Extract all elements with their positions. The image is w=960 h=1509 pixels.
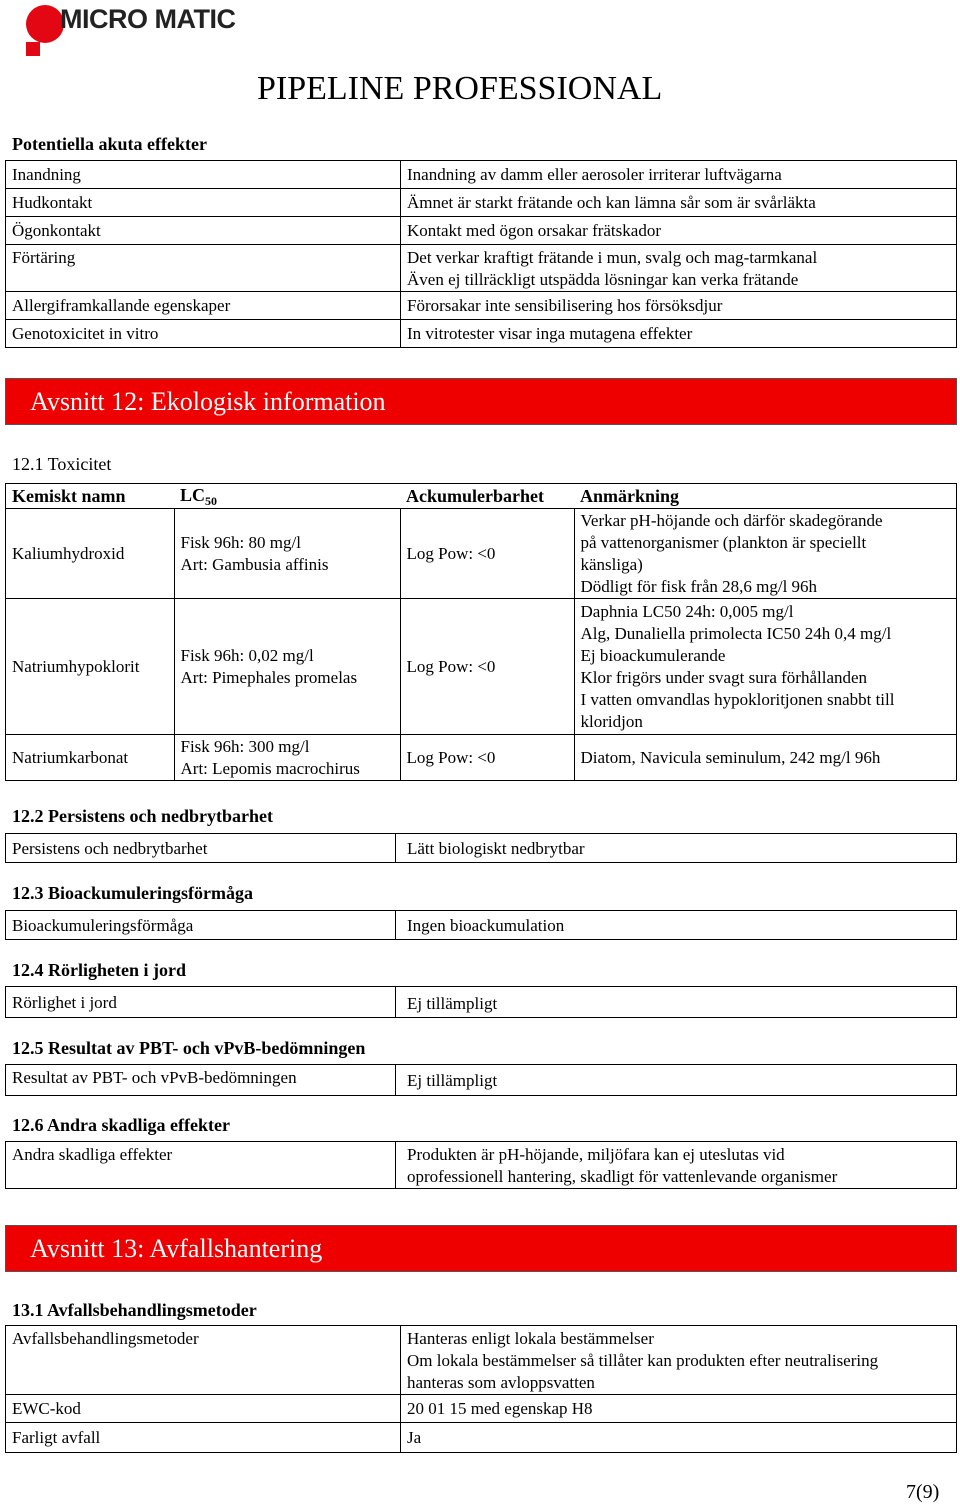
page-number: 7(9) xyxy=(906,1481,940,1503)
s123-title: 12.3 Bioackumuleringsförmåga xyxy=(12,883,253,903)
section-13-bar xyxy=(5,1225,957,1272)
s126-row: Andra skadliga effekter Produkten är pH-höjande, miljöfara kan ej uteslutas vid oprofessionell hantering, skadligt för vattenlevande organismer xyxy=(5,1141,957,1189)
section-13-title: Avsnitt 13: Avfallshantering xyxy=(30,1234,323,1263)
table-row: Genotoxicitet in vitro In vitrotester visar inga mutagena effekter xyxy=(6,320,957,348)
logo xyxy=(24,2,254,58)
s124-row: Rörlighet i jord Ej tillämpligt xyxy=(5,986,957,1018)
section-12-bar xyxy=(5,378,957,425)
table-row: Ögonkontakt Kontakt med ögon orsakar frätskador xyxy=(6,217,957,245)
toxicity-title: 12.1 Toxicitet xyxy=(12,454,112,474)
table-row: Inandning Inandning av damm eller aerosoler irriterar luftvägarna xyxy=(6,161,957,189)
logo-text: MICRO MATIC xyxy=(60,4,236,34)
table-row: Farligt avfall Ja xyxy=(6,1423,957,1453)
s124-title: 12.4 Rörligheten i jord xyxy=(12,960,186,980)
toxicity-table xyxy=(5,483,957,781)
acute-title: Potentiella akuta effekter xyxy=(12,134,207,154)
product-title: PIPELINE PROFESSIONAL xyxy=(257,70,663,107)
table-row: Natriumhypoklorit Fisk 96h: 0,02 mg/l Art: Pimephales promelas Log Pow: <0 Daphnia LC50 24h: 0,005 mg/l Alg, Dunaliella primolecta IC50 24h 0,4 mg/l Ej bioackumulerande Klor frigörs under svagt sura förhållanden I vatten omvandlas hypokloritjonen snabbt till kloridjon xyxy=(6,599,957,735)
table-row: EWC-kod 20 01 15 med egenskap H8 xyxy=(6,1395,957,1423)
table-row: Förtäring Det verkar kraftigt frätande i mun, svalg och mag-tarmkanal Även ej tillräckligt utspädda lösningar kan verka frätande xyxy=(6,245,957,292)
s125-row: Resultat av PBT- och vPvB-bedömningen Ej tillämpligt xyxy=(5,1064,957,1096)
s122-title: 12.2 Persistens och nedbrytbarhet xyxy=(12,806,273,826)
waste-table xyxy=(5,1325,957,1453)
table-header-row: Kemiskt namn $LC_{50}$ Ackumulerbarhet Anmärkning xyxy=(6,484,957,509)
logo-mark-icon xyxy=(24,2,64,58)
table-row: Natriumkarbonat Fisk 96h: 300 mg/l Art: Lepomis macrochirus Log Pow: <0 Diatom, Navicula seminulum, 242 mg/l 96h xyxy=(6,735,957,781)
s126-title: 12.6 Andra skadliga effekter xyxy=(12,1115,230,1135)
s125-title: 12.5 Resultat av PBT- och vPvB-bedömningen xyxy=(12,1038,366,1058)
s122-row: Persistens och nedbrytbarhet Lätt biologiskt nedbrytbar xyxy=(5,833,957,863)
table-row: Kaliumhydroxid Fisk 96h: 80 mg/l Art: Gambusia affinis Log Pow: <0 Verkar pH-höjande och därför skadegörande på vattenorganismer (plankton är speciellt känsliga) Dödligt för fisk från 28,6 mg/l 96h xyxy=(6,509,957,599)
s123-row: Bioackumuleringsförmåga Ingen bioackumulation xyxy=(5,910,957,940)
acute-table xyxy=(5,160,957,348)
table-row: Allergiframkallande egenskaper Förorsakar inte sensibilisering hos försöksdjur xyxy=(6,292,957,320)
s131-title: 13.1 Avfallsbehandlingsmetoder xyxy=(12,1300,257,1320)
table-row: Hudkontakt Ämnet är starkt frätande och kan lämna sår som är svårläkta xyxy=(6,189,957,217)
table-row: Avfallsbehandlingsmetoder Hanteras enligt lokala bestämmelser Om lokala bestämmelser så tillåter kan produkten efter neutralisering hanteras som avloppsvatten xyxy=(6,1326,957,1395)
section-12-title: Avsnitt 12: Ekologisk information xyxy=(30,387,386,416)
